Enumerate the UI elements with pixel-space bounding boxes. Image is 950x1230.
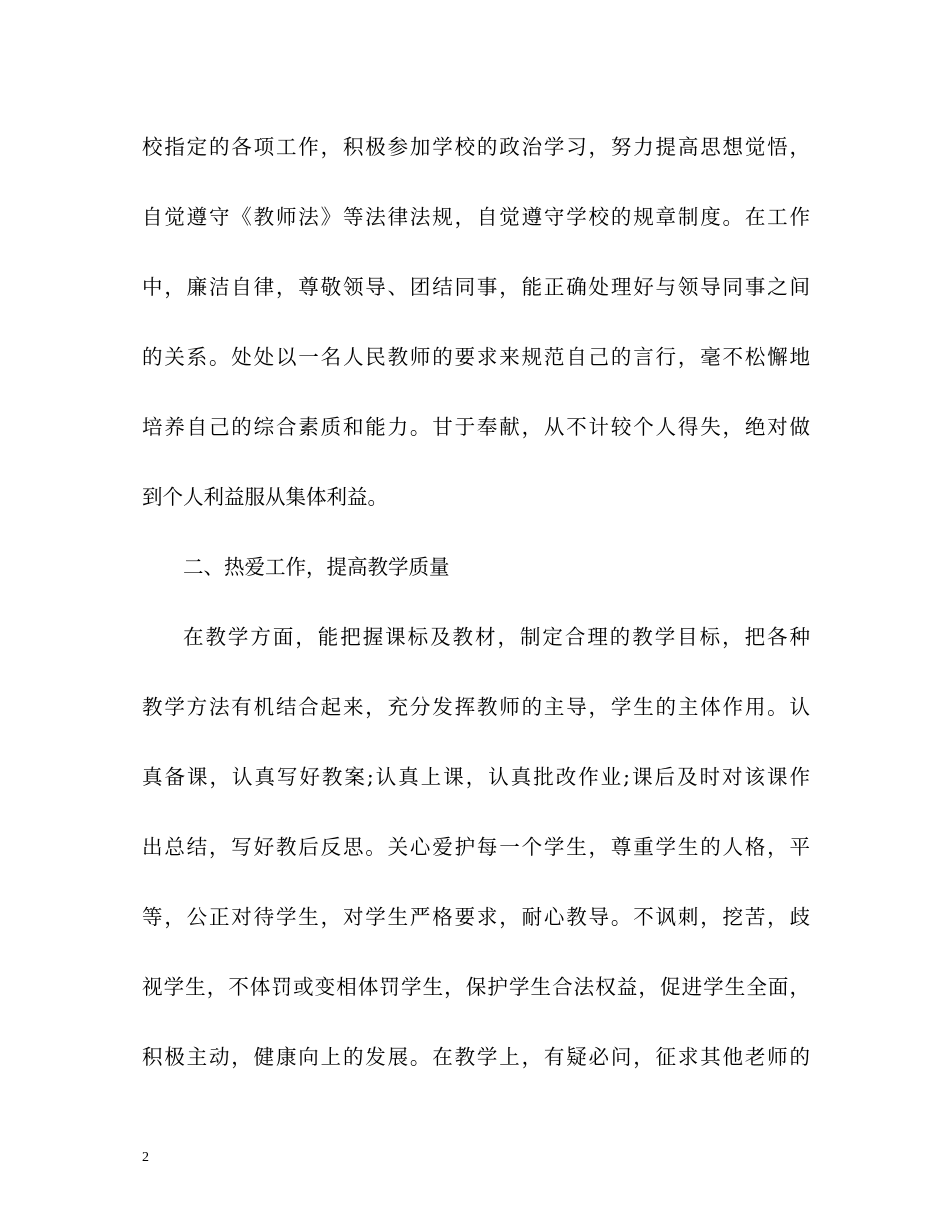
body-text-line: 到个人利益服从集体利益。 (142, 485, 388, 509)
body-text-line: 等，公正对待学生，对学生严格要求，耐心教导。不讽刺，挖苦，歧 (142, 905, 810, 929)
body-text-line: 的关系。处处以一名人民教师的要求来规范自己的言行，毫不松懈地 (142, 345, 810, 369)
body-text-line: 出总结，写好教后反思。关心爱护每一个学生，尊重学生的人格，平 (142, 835, 810, 859)
body-text-line: 校指定的各项工作，积极参加学校的政治学习，努力提高思想觉悟， (142, 135, 810, 159)
body-text-line: 视学生，不体罚或变相体罚学生，保护学生合法权益，促进学生全面， (142, 975, 810, 999)
body-text-line: 积极主动，健康向上的发展。在教学上，有疑必问，征求其他老师的 (142, 1045, 810, 1069)
body-text-line: 教学方法有机结合起来，充分发挥教师的主导，学生的主体作用。认 (142, 695, 810, 719)
page-number: 2 (142, 1150, 149, 1165)
section-heading: 二、热爱工作，提高教学质量 (183, 555, 450, 579)
body-text-line: 自觉遵守《教师法》等法律法规，自觉遵守学校的规章制度。在工作 (142, 205, 810, 229)
body-text-line: 中，廉洁自律，尊敬领导、团结同事，能正确处理好与领导同事之间 (142, 275, 810, 299)
paragraph-first-line: 在教学方面，能把握课标及教材，制定合理的教学目标，把各种 (183, 625, 810, 649)
body-text-line: 培养自己的综合素质和能力。甘于奉献，从不计较个人得失，绝对做 (142, 415, 810, 439)
body-text-line: 真备课，认真写好教案;认真上课，认真批改作业;课后及时对该课作 (142, 765, 810, 789)
